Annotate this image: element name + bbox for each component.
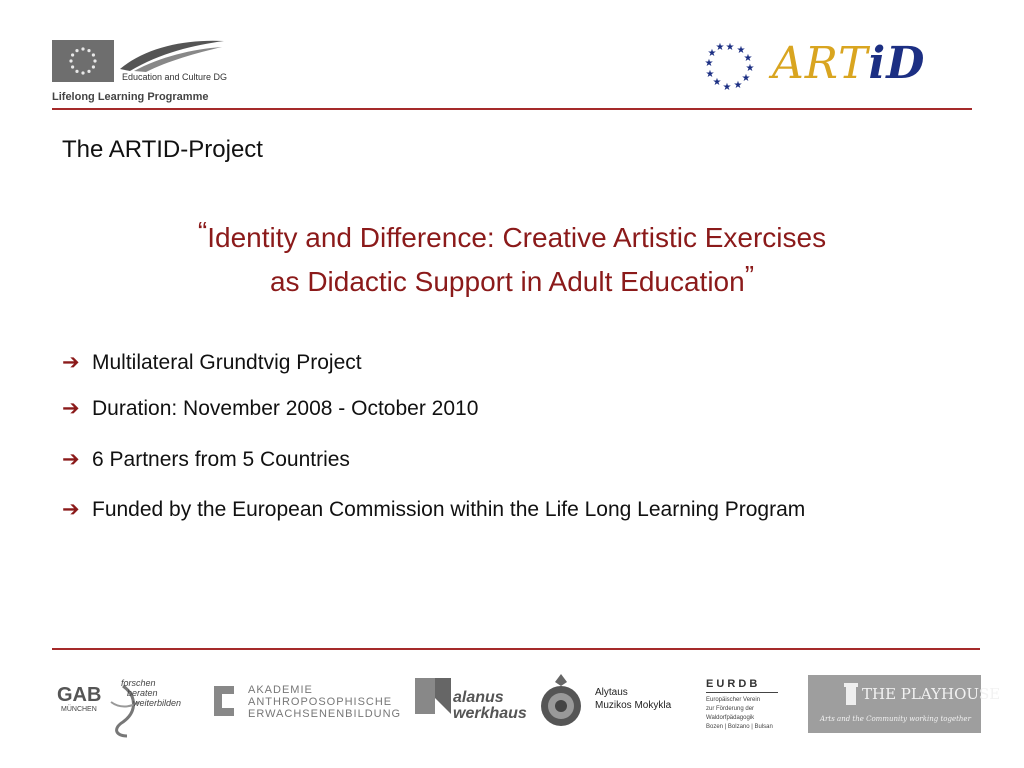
gab-tag-1: forschen [121, 678, 156, 688]
arrow-right-icon: ➔ [62, 498, 80, 521]
alytaus-line-2: Muzikos Mokykla [595, 700, 672, 711]
bullet-text: Multilateral Grundtvig Project [92, 351, 362, 374]
alanus-line-2: werkhaus [453, 705, 527, 722]
alytaus-crest-icon [537, 672, 585, 730]
svg-text:★: ★ [704, 58, 714, 69]
gab-tag-2: beraten [127, 688, 158, 698]
project-title-line-2 [52, 260, 972, 304]
akademie-mark-icon [208, 684, 240, 718]
bullet-item [62, 447, 350, 472]
header-divider [52, 108, 972, 110]
bullet-item [62, 396, 478, 421]
akademie-line-1: AKADEMIE [248, 684, 313, 696]
gab-city: MÜNCHEN [61, 706, 97, 713]
playhouse-pillar-icon [844, 683, 858, 705]
akademie-line-2: ANTHROPOSOPHISCHE [248, 696, 393, 708]
gab-tag-3: weiterbilden [133, 698, 182, 708]
alanus-mark-icon [415, 678, 451, 714]
lifelong-learning-programme-label: Lifelong Learning Programme [52, 91, 209, 103]
playhouse-tagline: Arts and the Community working together [820, 715, 971, 723]
svg-text:★: ★ [743, 53, 753, 64]
eu-stars-ring-icon [700, 40, 760, 92]
svg-text:★: ★ [745, 63, 755, 74]
close-quote: ” [744, 260, 755, 291]
eurdb-line-4: Bozen | Bolzano | Bulsan [706, 724, 773, 730]
eurdb-underline [706, 692, 778, 693]
svg-text:★: ★ [715, 42, 725, 53]
project-heading: The ARTID-Project [62, 136, 263, 163]
footer-divider [52, 648, 980, 650]
playhouse-name: THE PLAYHOUSE [862, 685, 1001, 703]
partner-logo-alanus [415, 668, 525, 740]
education-culture-dg-label: Education and Culture DG [122, 72, 228, 82]
eurdb-line-1: Europäischer Verein [706, 697, 761, 703]
svg-text:★: ★ [736, 45, 746, 56]
eurdb-acronym: E U R D B [706, 678, 758, 690]
svg-text:★: ★ [741, 73, 751, 84]
project-title-line-1 [52, 216, 972, 260]
artid-art-text: ART [772, 38, 869, 89]
open-quote: “ [197, 216, 208, 247]
partner-logo-alytaus [537, 668, 697, 740]
partner-logo-playhouse [808, 675, 1001, 733]
svg-text:★: ★ [722, 82, 732, 92]
title-line-2-text: as Didactic Support in Adult Education [269, 266, 745, 297]
artid-logo [700, 38, 960, 98]
bullet-text: 6 Partners from 5 Countries [92, 448, 350, 471]
project-title [52, 216, 972, 304]
svg-text:★: ★ [705, 69, 715, 80]
bullet-text: Funded by the European Commission within the Life Long Learning Program [92, 498, 806, 521]
svg-text:★: ★ [707, 48, 717, 59]
akademie-line-3: ERWACHSENENBILDUNG [248, 708, 402, 720]
arrow-right-icon: ➔ [62, 448, 80, 471]
bullet-item [62, 497, 805, 522]
partner-logo-eurdb [706, 668, 786, 740]
title-line-1-text: Identity and Difference: Creative Artistic Exercises [207, 222, 827, 253]
eurdb-line-2: zur Förderung der [706, 706, 755, 712]
svg-text:★: ★ [733, 80, 743, 91]
arrow-right-icon: ➔ [62, 351, 80, 374]
svg-text:★: ★ [725, 42, 735, 53]
svg-text:★: ★ [712, 77, 722, 88]
eu-lifelong-learning-logo [52, 37, 228, 107]
alytaus-line-1: Alytaus [595, 687, 628, 698]
bullet-text: Duration: November 2008 - October 2010 [92, 397, 479, 420]
alanus-line-1: alanus [453, 689, 504, 706]
education-culture-swoosh-icon [116, 37, 228, 73]
artid-id-text: iD [868, 38, 926, 89]
eu-flag-icon [52, 40, 114, 82]
artid-wordmark [772, 38, 925, 89]
eurdb-line-3: Waldorfpädagogik [706, 715, 755, 721]
bullet-item [62, 350, 362, 375]
gab-name: GAB [57, 684, 102, 706]
partner-logo-akademie [208, 668, 402, 740]
partner-logo-gab [55, 668, 195, 740]
arrow-right-icon: ➔ [62, 397, 80, 420]
